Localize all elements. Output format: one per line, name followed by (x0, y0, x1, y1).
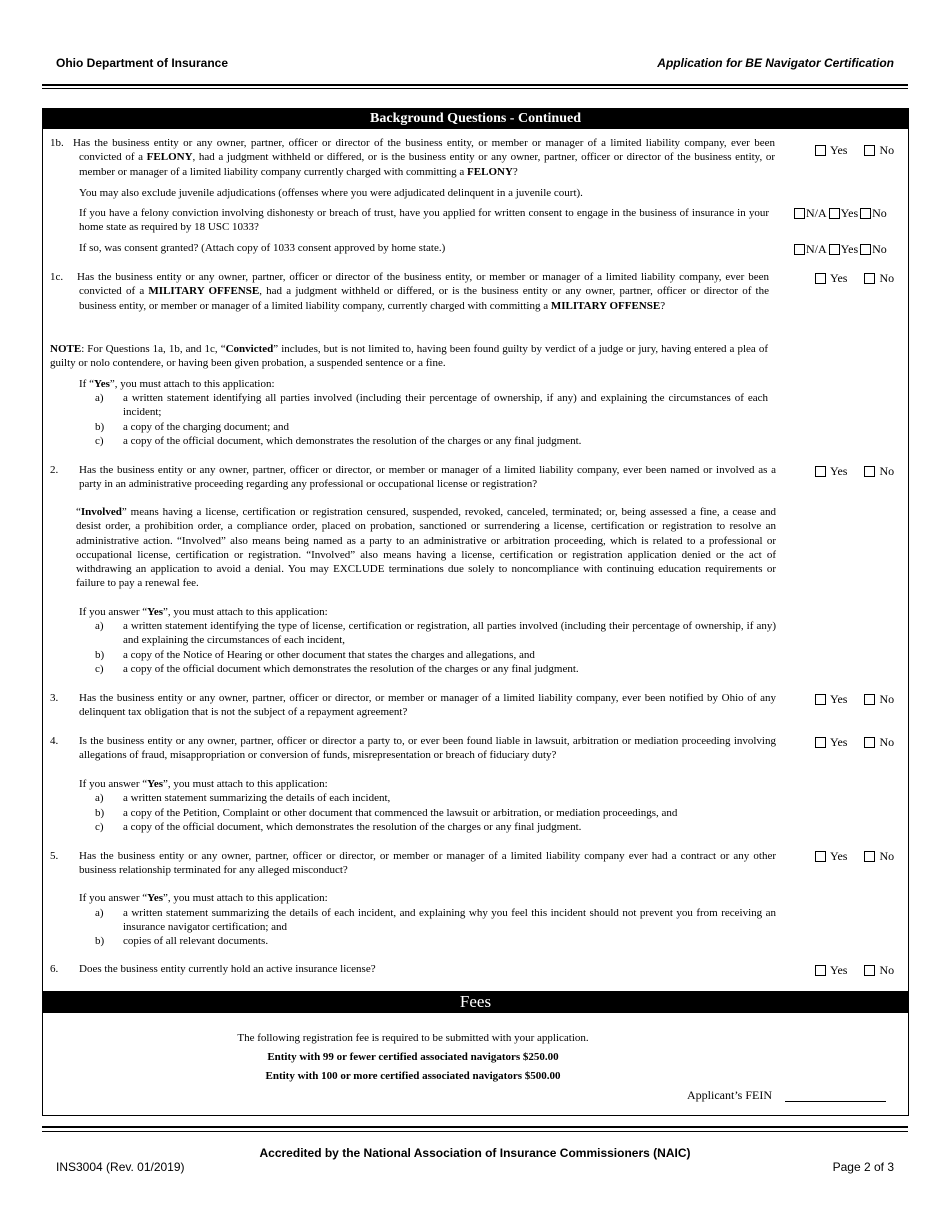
no-label: No (872, 242, 887, 256)
no-label: No (879, 271, 895, 285)
question-number: 5. (50, 850, 59, 862)
fee-small-entity: Entity with 99 or fewer certified associated navigators $250.00 (267, 1051, 559, 1063)
consent-yes-checkbox[interactable] (829, 208, 840, 219)
accreditation-text: Accredited by the National Association of Insurance Commissioners (NAIC) (259, 1146, 691, 1160)
no-label: No (879, 963, 895, 977)
consent-granted-question: If so, was consent granted? (Attach copy of 1033 consent approved by home state.) (79, 242, 446, 254)
q4-no-checkbox[interactable] (864, 737, 875, 748)
yes-label: Yes (830, 143, 848, 157)
yes-label: Yes (830, 735, 848, 749)
question-number: 3. (50, 692, 59, 704)
question-4: Is the business entity or any owner, partner, officer or director a party to, or ever been found liable in lawsuit, arbitration or mediation proceeding involving allegations of fraud, misappropriation or conversion of funds, misrepresentation or breach of fiduciary duty? (79, 735, 776, 762)
juvenile-note: You may also exclude juvenile adjudications (offenses where you were adjudicated delinquent in a juvenile court). (79, 187, 583, 199)
q2-no-checkbox[interactable] (864, 466, 875, 477)
q4-yes-checkbox[interactable] (815, 737, 826, 748)
department-name: Ohio Department of Insurance (56, 56, 229, 70)
fees-intro: The following registration fee is required to be submitted with your application. (237, 1032, 589, 1044)
q4-choices (815, 735, 894, 749)
question-number: 1c. (50, 271, 64, 283)
question-6: Does the business entity currently hold an active insurance license? (79, 963, 376, 975)
q6-yes-checkbox[interactable] (815, 965, 826, 976)
attachment-intro: If you answer “Yes”, you must attach to this application: (79, 606, 328, 618)
q6-choices (815, 963, 894, 977)
granted-yes-checkbox[interactable] (829, 244, 840, 255)
consent-no-checkbox[interactable] (860, 208, 871, 219)
no-label: No (879, 464, 895, 478)
yes-label: Yes (830, 464, 848, 478)
q1b-no-checkbox[interactable] (864, 145, 875, 156)
yes-label: Yes (840, 242, 859, 256)
question-1c: Has the business entity or any owner, partner, officer or director of the business entity, or member or manager of a limited liability company, ever been convicted of a MILITARY OFFENSE, had a judgment withheld or differed, or is the business entity or any owner, partner, officer or director of the business entity, or member or manager of a limited liability company, currently charged with committing a MILITARY OFFENSE? (77, 271, 769, 312)
granted-choices (794, 242, 887, 256)
consent-question: If you have a felony conviction involving dishonesty or breach of trust, have you applied for written consent to engage in the business of insurance in your home state as required by 18 USC 1033? (79, 207, 769, 234)
question-number: 2. (50, 464, 59, 476)
no-label: No (879, 692, 895, 706)
na-label: N/A (806, 206, 827, 220)
question-number: 4. (50, 735, 59, 747)
question-3: Has the business entity or any owner, partner, officer or director, or member or manager of a limited liability company, ever been notified by Ohio of any delinquent tax obligation that is not the subject of a repayment agreement? (79, 692, 776, 719)
q1c-choices (815, 271, 894, 285)
page-number: Page 2 of 3 (832, 1160, 894, 1174)
convicted-note: NOTE: For Questions 1a, 1b, and 1c, “Convicted” includes, but is not limited to, having been found guilty by verdict of a judge or jury, having entered a plea of guilty or nolo contendere, or having been given probation, a suspended sentence or a fine. (50, 343, 768, 370)
question-number: 6. (50, 963, 59, 975)
question-1b: Has the business entity or any owner, partner, officer or director of the business entity, or member or manager of a limited liability company, ever been convicted of a FELONY, had a judgment withheld or differed, or is the business entity or any owner, partner, officer or director of the business entity, or member or manager of a limited liability company currently charged with committing a FELONY? (73, 137, 776, 178)
no-label: No (872, 206, 887, 220)
attachment-intro: If you answer “Yes”, you must attach to this application: (79, 778, 328, 790)
q3-yes-checkbox[interactable] (815, 694, 826, 705)
question-5: Has the business entity or any owner, partner, officer or director, or member or manager of a limited liability company ever had a contract or any other business relationship terminated for any alleged misconduct? (79, 850, 776, 877)
yes-label: Yes (840, 206, 859, 220)
question-number: 1b. (50, 137, 64, 149)
q5-no-checkbox[interactable] (864, 851, 875, 862)
yes-label: Yes (830, 963, 848, 977)
footer-rule (42, 1126, 908, 1128)
q3-no-checkbox[interactable] (864, 694, 875, 705)
q2-yes-checkbox[interactable] (815, 466, 826, 477)
q5-yes-checkbox[interactable] (815, 851, 826, 862)
consent-na-checkbox[interactable] (794, 208, 805, 219)
granted-no-checkbox[interactable] (860, 244, 871, 255)
header-rule-thin (42, 88, 908, 89)
no-label: No (879, 849, 895, 863)
attachment-intro: If “Yes”, you must attach to this application: (79, 378, 275, 390)
yes-label: Yes (830, 271, 848, 285)
form-number: INS3004 (Rev. 01/2019) (56, 1160, 185, 1174)
footer-rule-thin (42, 1131, 908, 1132)
fee-large-entity: Entity with 100 or more certified associated navigators $500.00 (265, 1070, 561, 1082)
yes-label: Yes (830, 692, 848, 706)
fein-input[interactable] (785, 1101, 886, 1102)
q6-no-checkbox[interactable] (864, 965, 875, 976)
granted-na-checkbox[interactable] (794, 244, 805, 255)
consent-choices (794, 206, 887, 220)
q1b-yes-checkbox[interactable] (815, 145, 826, 156)
no-label: No (879, 143, 895, 157)
q2-choices (815, 464, 894, 478)
section-title: Background Questions - Continued (42, 108, 909, 129)
attachment-intro: If you answer “Yes”, you must attach to this application: (79, 892, 328, 904)
yes-label: Yes (830, 849, 848, 863)
form-title: Application for BE Navigator Certification (657, 56, 894, 70)
q1c-yes-checkbox[interactable] (815, 273, 826, 284)
q1c-no-checkbox[interactable] (864, 273, 875, 284)
fein-label: Applicant’s FEIN (687, 1088, 772, 1102)
no-label: No (879, 735, 895, 749)
header-rule (42, 84, 908, 86)
q5-choices (815, 849, 894, 863)
fees-title: Fees (42, 991, 909, 1013)
na-label: N/A (806, 242, 827, 256)
q1b-choices (815, 143, 894, 157)
question-2: Has the business entity or any owner, partner, officer or director, or member or manager of a limited liability company, ever been named or involved as a party in an administrative proceeding regarding any professional or occupational license or registration? (79, 464, 776, 491)
q3-choices (815, 692, 894, 706)
involved-definition: “Involved” means having a license, certification or registration censured, suspended, revoked, canceled, terminated; or, being assessed a fine, a cease and desist order, a prohibition order, a compliance order, placed on probation, sanctioned or surrendering a license, certification or registration to resolve an administrative action. “Involved” also means being named as a party to an administrative or arbitration proceeding, which is related to a professional or occupational license, certification or registration. “Involved” also means having a license, certification or registration application denied or the act of withdrawing an application to avoid a denial. You may EXCLUDE terminations due solely to noncompliance with continuing education requirements or failure to pay a renewal fee. (76, 506, 776, 590)
